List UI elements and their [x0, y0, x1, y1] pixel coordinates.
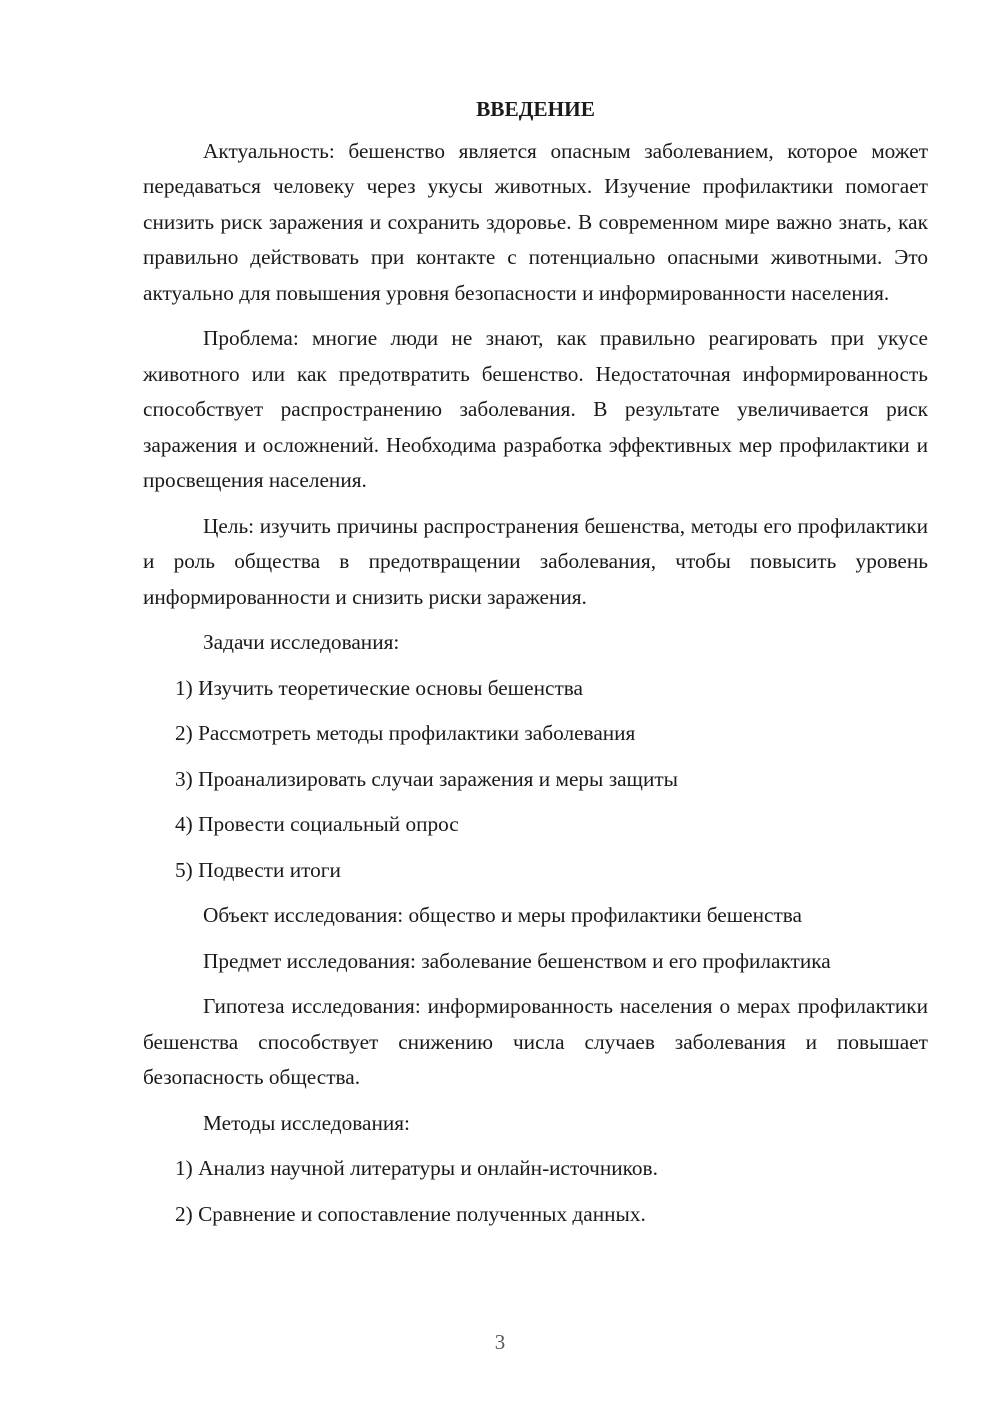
tasks-list	[143, 671, 928, 889]
list-item: 5) Подвести итоги	[175, 857, 341, 882]
page-number: 3	[494, 1330, 506, 1354]
list-item: 4) Провести социальный опрос	[175, 812, 459, 836]
tasks-title: Задачи исследования:	[203, 630, 400, 654]
list-item: 2) Сравнение и сопоставление полученных данных.	[175, 1201, 646, 1226]
list-item: 1) Изучить теоретические основы бешенства	[175, 675, 583, 700]
list-item: 1) Анализ научной литературы и онлайн-источников.	[175, 1156, 658, 1180]
list-item: 2) Рассмотреть методы профилактики заболевания	[175, 721, 636, 745]
problem-paragraph: Проблема: многие люди не знают, как правильно реагировать при укусе животного или как предотвратить бешенство. Недостаточная информированность способствует распространению заболевания. В результате увеличивается риск заражения и осложнений. Необходима разработка эффективных мер профилактики и просвещения населения.	[143, 326, 928, 492]
goal-paragraph: Цель: изучить причины распространения бешенства, методы его профилактики и роль общества в предотвращении заболевания, чтобы повысить уровень информированности и снизить риски заражения.	[143, 513, 928, 609]
list-item: 3) Проанализировать случаи заражения и меры защиты	[175, 766, 678, 791]
methods-title: Методы исследования:	[203, 1110, 410, 1135]
document-page	[143, 92, 928, 1242]
subject-paragraph: Предмет исследования: заболевание бешенством и его профилактика	[203, 948, 831, 973]
object-paragraph: Объект исследования: общество и меры профилактики бешенства	[203, 903, 802, 927]
section-heading: ВВЕДЕНИЕ	[476, 97, 595, 121]
relevance-paragraph: Актуальность: бешенство является опасным заболеванием, которое может передаваться человеку через укусы животных. Изучение профилактики помогает снизить риск заражения и сохранить здоровье. В современном мире важно знать, как правильно действовать при контакте с потенциально опасными животными. Это актуально для повышения уровня безопасности и информированности населения.	[143, 138, 928, 305]
hypothesis-paragraph: Гипотеза исследования: информированность населения о мерах профилактики бешенства способствует снижению числа случаев заболевания и повышает безопасность общества.	[143, 994, 928, 1089]
methods-list	[143, 1151, 928, 1232]
